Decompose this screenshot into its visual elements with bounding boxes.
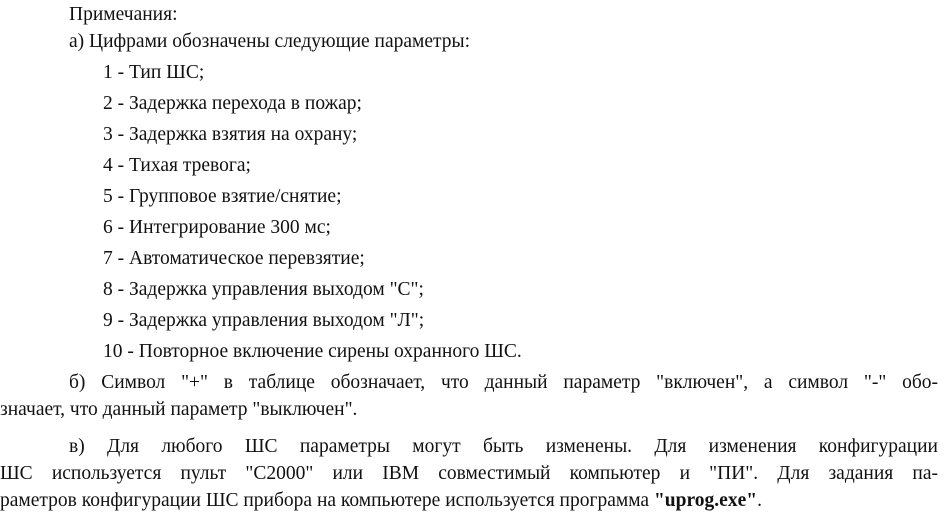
notes-c-line2: ШС используется пульт "С2000" или IBM совместимый компьютер и "ПИ". Для задания па- bbox=[0, 463, 938, 484]
list-item: 8 - Задержка управления выходом "С"; bbox=[103, 279, 424, 300]
notes-c-line1: в) Для любого ШС параметры могут быть изменены. Для изменения конфигурации bbox=[69, 436, 938, 457]
notes-b-line2: значает, что данный параметр "выключен". bbox=[0, 399, 358, 420]
list-item: 9 - Задержка управления выходом "Л"; bbox=[103, 310, 425, 331]
list-item: 1 - Тип ШС; bbox=[103, 62, 205, 83]
notes-c-line3-text: раметров конфигурации ШС прибора на компьютере используется программа bbox=[0, 490, 654, 511]
program-name: "uprog.exe" bbox=[653, 490, 758, 511]
notes-c-line3-end: . bbox=[757, 490, 762, 511]
notes-c-line3 bbox=[0, 490, 938, 517]
list-item: 7 - Автоматическое перевзятие; bbox=[103, 248, 365, 269]
notes-b-line1: б) Символ "+" в таблице обозначает, что данный параметр "включен", а символ "-" обо- bbox=[69, 372, 938, 393]
list-item: 2 - Задержка перехода в пожар; bbox=[103, 93, 362, 114]
notes-heading: Примечания: bbox=[69, 4, 178, 25]
notes-c-paragraph bbox=[0, 436, 938, 517]
list-item: 6 - Интегрирование 300 мс; bbox=[103, 217, 331, 238]
notes-b-paragraph bbox=[0, 372, 938, 426]
notes-a-intro: а) Цифрами обозначены следующие параметры: bbox=[69, 31, 471, 52]
list-item: 10 - Повторное включение сирены охранного ШС. bbox=[103, 341, 522, 362]
list-item: 3 - Задержка взятия на охрану; bbox=[103, 124, 358, 145]
list-item: 4 - Тихая тревога; bbox=[103, 155, 251, 176]
list-item: 5 - Групповое взятие/снятие; bbox=[103, 186, 342, 207]
